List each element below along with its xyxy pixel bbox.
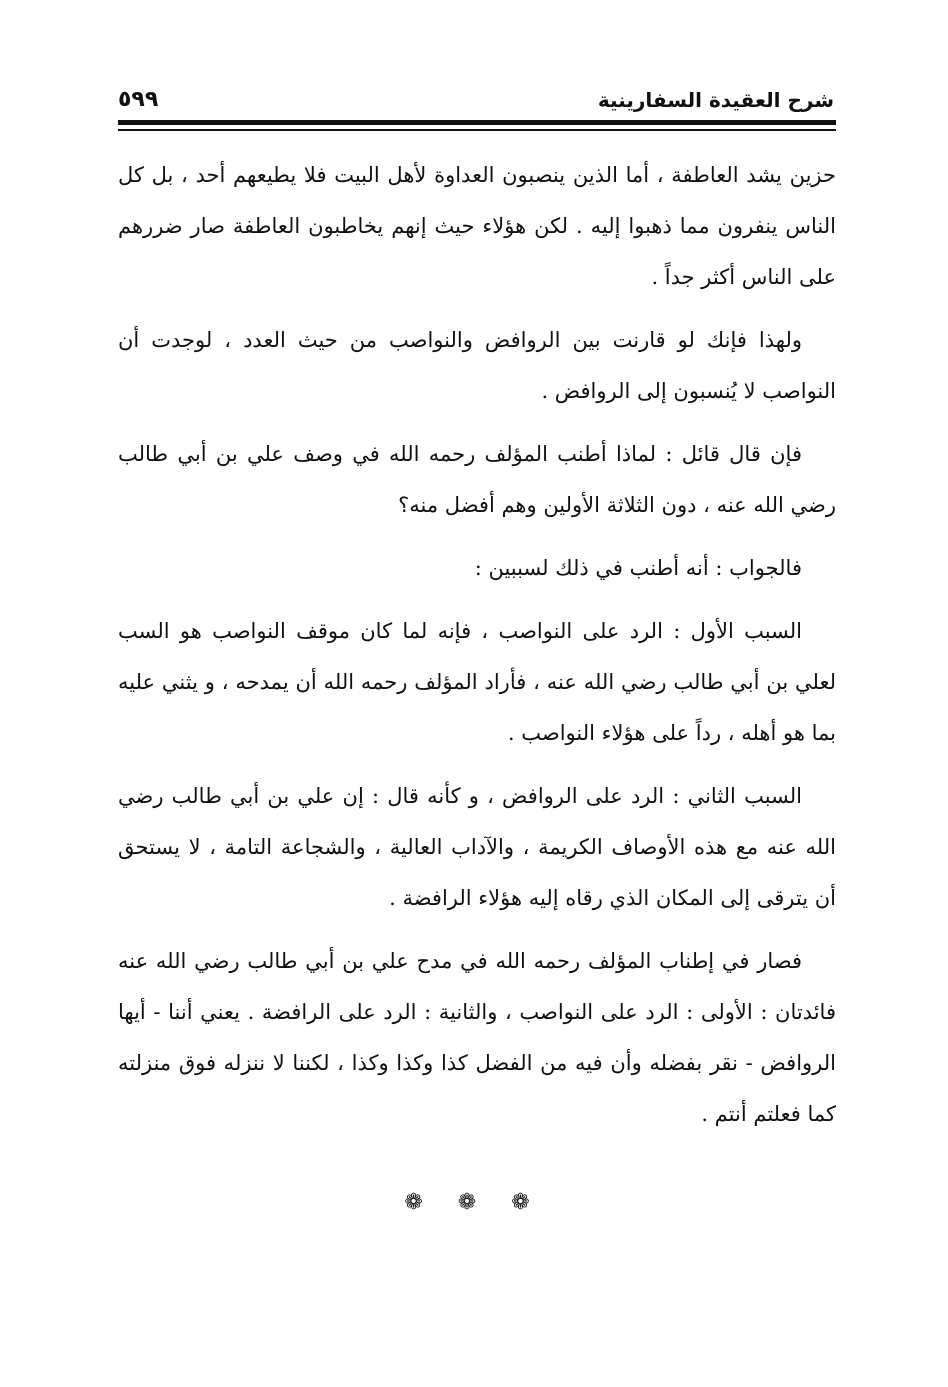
paragraph-6: السبب الثاني : الرد على الروافض ، و كأنه قال : إن علي بن أبي طالب رضي الله عنه مع هذه الأوصاف الكريمة ، والآداب العالية ، والشجاعة التامة ، لا يستحق أن يترقى إلى المكان الذي رقاه إليه هؤلاء الرافضة . (118, 784, 836, 910)
paragraph-1: حزين يشد العاطفة ، أما الذين ينصبون العداوة لأهل البيت فلا يطيعهم أحد ، بل كل الناس ينفرون مما ذهبوا إليه . لكن هؤلاء حيث إنهم يخاطبون العاطفة صار ضررهم على الناس أكثر جداً . (118, 163, 836, 289)
section-separator: ❁ ❁ ❁ (404, 1190, 544, 1215)
paragraph-3: فإن قال قائل : لماذا أطنب المؤلف رحمه الله في وصف علي بن أبي طالب رضي الله عنه ، دون الثلاثة الأولين وهم أفضل منه؟ (118, 442, 836, 517)
running-title: شرح العقيدة السفارينية (597, 88, 834, 112)
paragraph-5: السبب الأول : الرد على النواصب ، فإنه لما كان موقف النواصب هو السب لعلي بن أبي طالب رضي الله عنه ، فأراد المؤلف رحمه الله أن يمدحه ، و يثني عليه بما هو أهله ، رداً على هؤلاء النواصب . (118, 619, 836, 745)
paragraph-4: فالجواب : أنه أطنب في ذلك لسببين : (474, 556, 802, 580)
header-rule-thin (118, 129, 836, 131)
paragraph-7: فصار في إطناب المؤلف رحمه الله في مدح علي بن أبي طالب رضي الله عنه فائدتان : الأولى : الرد على النواصب ، والثانية : الرد على الرافضة . يعني أننا - أيها الروافض - نقر بفضله وأن فيه من الفضل كذا وكذا وكذا ، لكننا لا ننزله فوق منزلته كما فعلتم أنتم . (118, 949, 836, 1126)
body-text (118, 150, 836, 1152)
page-number: ٥٩٩ (118, 87, 159, 112)
header-rule-thick (118, 120, 836, 125)
paragraph-2: ولهذا فإنك لو قارنت بين الروافض والنواصب من حيث العدد ، لوجدت أن النواصب لا يُنسبون إلى الروافض . (118, 328, 836, 403)
page-header (118, 86, 834, 120)
